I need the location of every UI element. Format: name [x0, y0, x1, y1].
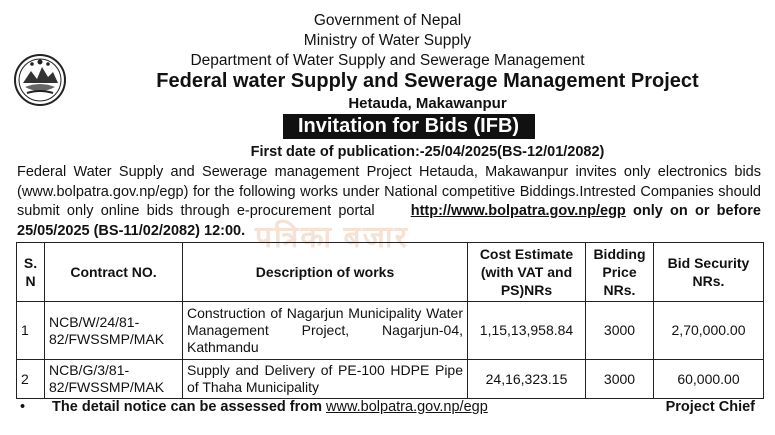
col-header-sn: S. N [17, 243, 45, 302]
cell-contract-no: NCB/W/24/81-82/FWSSMP/MAK [45, 302, 183, 360]
notice-title: Invitation for Bids (IFB) [283, 114, 535, 139]
cell-bid-security: 60,000.00 [654, 360, 764, 399]
footer [20, 399, 755, 415]
department-name: Department of Water Supply and Sewerage Management [190, 52, 585, 69]
bids-table [16, 242, 764, 399]
cell-sn: 1 [17, 302, 45, 360]
cell-description: Supply and Delivery of PE-100 HDPE Pipe of Thaha Municipality [183, 360, 468, 399]
table-row [17, 360, 764, 399]
col-header-cost-estimate: Cost Estimate (with VAT and PS)NRs [468, 243, 586, 302]
project-name: Federal water Supply and Sewerage Management Project [156, 70, 699, 92]
cell-contract-no: NCB/G/3/81-82/FWSSMP/MAK [45, 360, 183, 399]
notice-banner [0, 114, 775, 139]
watermark: पत्रिका बजार [255, 221, 409, 254]
cell-cost-estimate: 1,15,13,958.84 [468, 302, 586, 360]
ministry-name: Ministry of Water Supply [303, 32, 472, 49]
notice-intro: Federal Water Supply and Sewerage management Project Hetauda, Makawanpur invites only electronics bids (www.bolpatra.gov.np/egp) for the following works under National competitive Biddings.Intrested Companies should submit only online bids through e-procurement portal [17, 164, 761, 219]
publication-date: First date of publication:-25/04/2025(BS-12/01/2082) [250, 144, 605, 160]
col-header-description: Description of works [183, 243, 468, 302]
cell-bidding-price: 3000 [586, 360, 654, 399]
government-name: Government of Nepal [313, 12, 462, 29]
detail-notice-label: The detail notice can be assessed from [52, 399, 322, 415]
portal-url[interactable]: http://www.bolpatra.gov.np/egp [410, 203, 626, 219]
cell-sn: 2 [17, 360, 45, 399]
col-header-bidding-price: Bidding Price NRs. [586, 243, 654, 302]
project-location: Hetauda, Makawanpur [348, 95, 507, 112]
submission-deadline: only on or before 25/05/2025 (BS-11/02/2082) 12:00. [17, 203, 761, 239]
bullet-marker: • [20, 399, 26, 415]
cell-bid-security: 2,70,000.00 [654, 302, 764, 360]
table-header-row [17, 243, 764, 302]
table-row [17, 302, 764, 360]
cell-cost-estimate: 24,16,323.15 [468, 360, 586, 399]
cell-bidding-price: 3000 [586, 302, 654, 360]
detail-notice-link[interactable]: www.bolpatra.gov.np/egp [326, 399, 488, 415]
cell-description: Construction of Nagarjun Municipality Water Management Project, Nagarjun-04, Kathmandu [183, 302, 468, 360]
signatory: Project Chief [665, 399, 755, 415]
col-header-contract-no: Contract NO. [45, 243, 183, 302]
col-header-bid-security: Bid Security NRs. [654, 243, 764, 302]
